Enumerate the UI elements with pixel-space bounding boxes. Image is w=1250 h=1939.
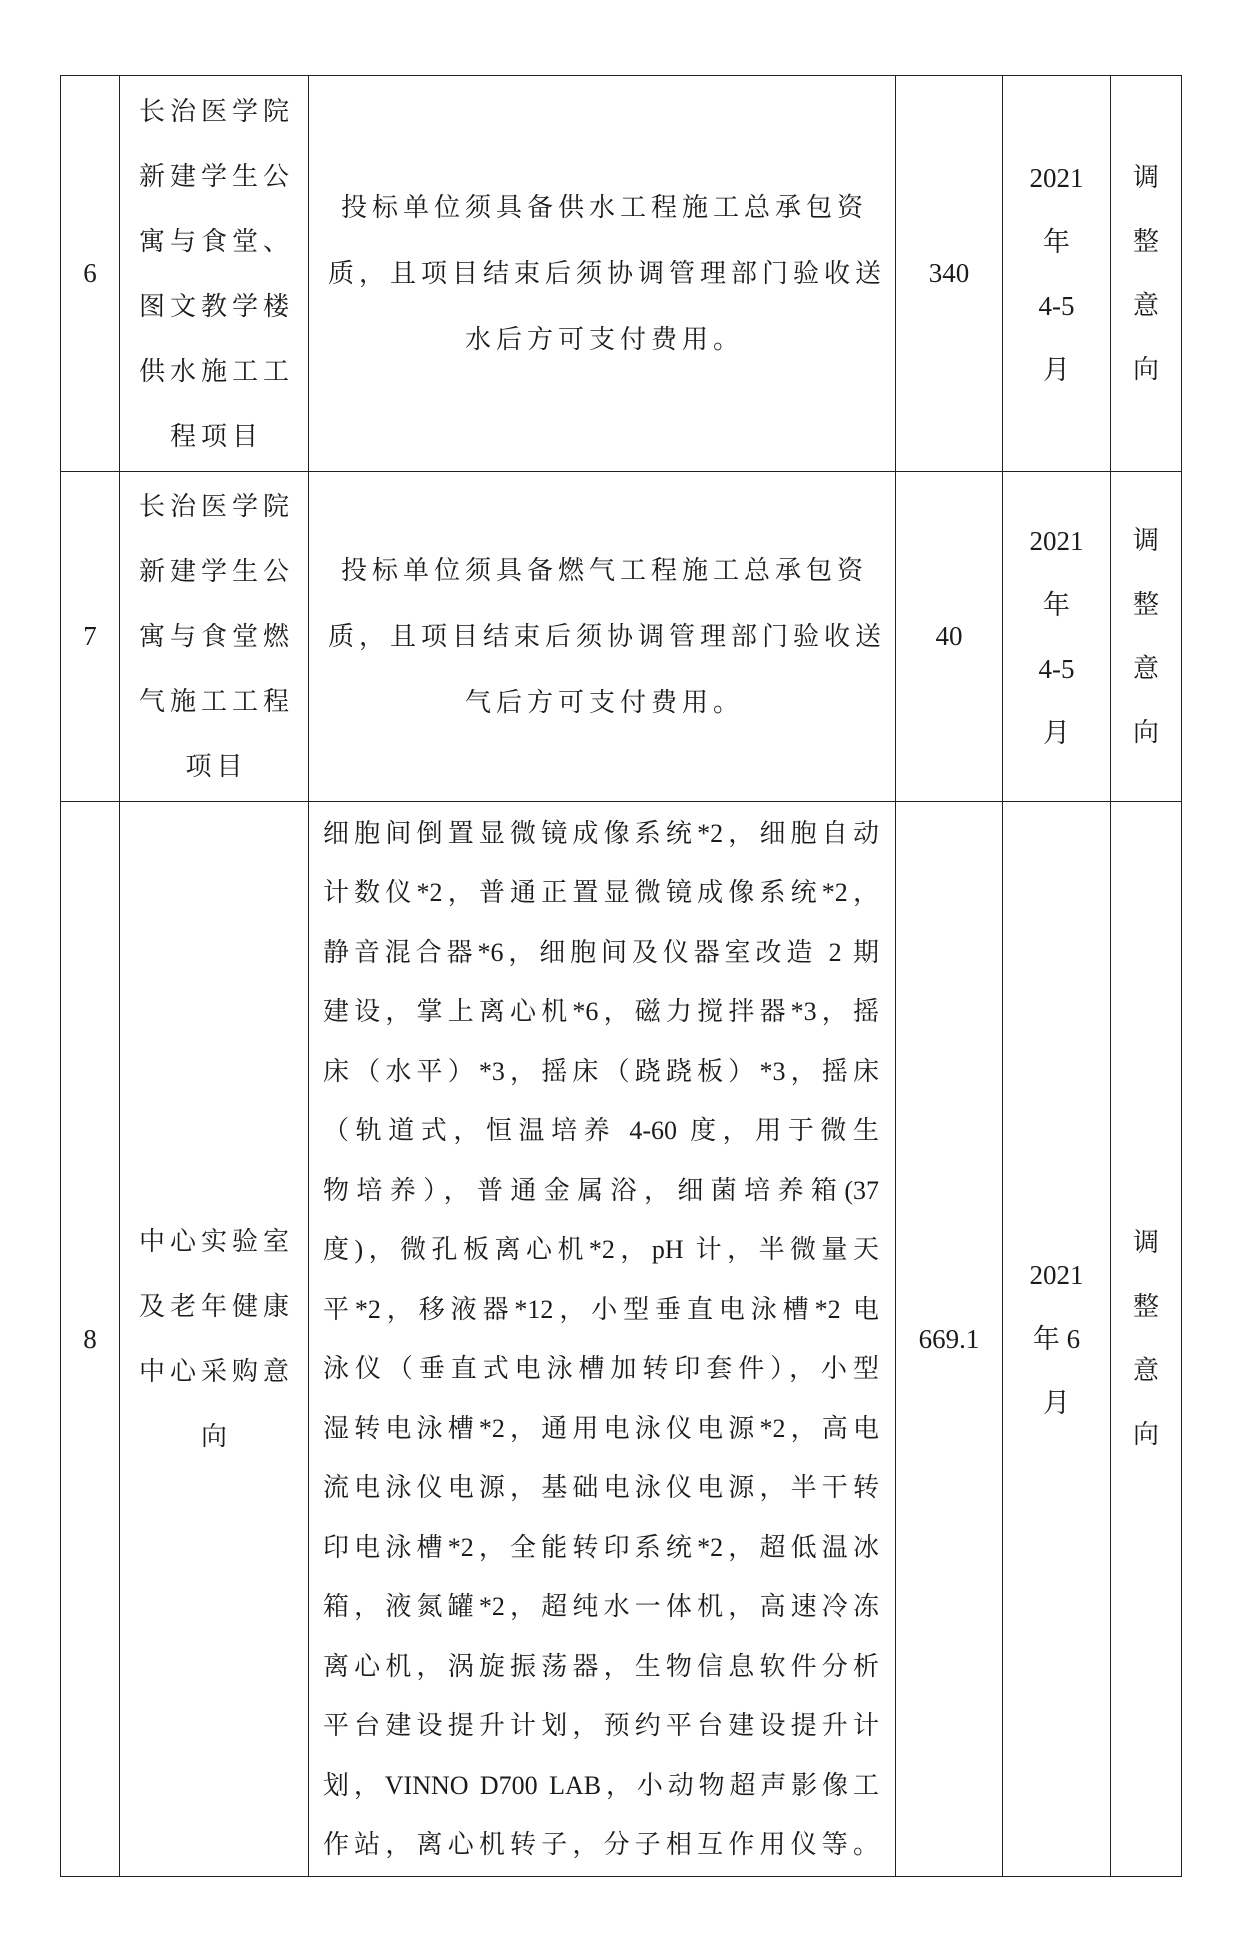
text-line: 2021 bbox=[1029, 162, 1084, 193]
text-line: 划，VINNO D700 LAB，小动物超声影像工 bbox=[323, 1770, 879, 1800]
text-line: （轨道式，恒温培养 4-60 度，用于微生 bbox=[323, 1116, 879, 1145]
text-line: 年 bbox=[1043, 226, 1070, 257]
text-line: 意 bbox=[1132, 1356, 1159, 1385]
text-line: 气施工工程 bbox=[138, 687, 294, 716]
text-line: 平*2，移液器*12，小型垂直电泳槽*2 电 bbox=[323, 1294, 879, 1324]
text-line: 寓与食堂、 bbox=[138, 226, 294, 256]
text-line: 整 bbox=[1132, 1292, 1159, 1321]
text-line: 床（水平）*3，摇床（跷跷板）*3，摇床 bbox=[323, 1056, 879, 1086]
text-line: 质，且项目结束后须协调管理部门验收送 bbox=[328, 258, 887, 288]
text-line: 流电泳仪电源，基础电泳仪电源，半干转 bbox=[323, 1473, 879, 1502]
text-line: 供水施工工 bbox=[138, 356, 294, 386]
text-line: 意 bbox=[1132, 290, 1159, 320]
row-number: 7 bbox=[83, 621, 97, 651]
row-8-budget-cell bbox=[896, 802, 1003, 1877]
row-8-requirements-cell bbox=[309, 802, 896, 1877]
text-line: 向 bbox=[1132, 1420, 1159, 1449]
text-line: 2021 bbox=[1029, 525, 1084, 556]
row-number: 8 bbox=[83, 1323, 97, 1354]
text-line: 建设，掌上离心机*6，磁力搅拌器*3，摇 bbox=[323, 997, 879, 1026]
row-7-remarks-cell bbox=[1111, 472, 1182, 802]
text-line: 整 bbox=[1132, 226, 1159, 256]
row-number: 6 bbox=[83, 258, 97, 288]
text-line: 月 bbox=[1043, 354, 1070, 385]
budget-value: 40 bbox=[935, 621, 963, 651]
text-line: 投标单位须具备供水工程施工总承包资 bbox=[340, 192, 868, 222]
budget-value: 340 bbox=[928, 258, 970, 288]
text-line: 项目 bbox=[185, 752, 248, 781]
row-8-purchase-time-cell bbox=[1003, 802, 1111, 1877]
row-8-number-cell bbox=[61, 802, 120, 1877]
text-line: 整 bbox=[1132, 589, 1159, 619]
text-line: 度)，微孔板离心机*2，pH 计，半微量天 bbox=[323, 1235, 879, 1264]
text-line: 新建学生公 bbox=[138, 557, 294, 586]
text-line: 4-5 bbox=[1038, 290, 1075, 321]
text-line: 长治医学院 bbox=[138, 96, 294, 126]
text-line: 水后方可支付费用。 bbox=[464, 324, 744, 354]
text-line: 4-5 bbox=[1038, 653, 1075, 684]
text-line: 意 bbox=[1132, 653, 1159, 683]
text-line: 及老年健康 bbox=[138, 1292, 294, 1321]
text-line: 泳仪（垂直式电泳槽加转印套件），小型 bbox=[323, 1354, 879, 1383]
text-line: 新建学生公 bbox=[138, 161, 294, 191]
row-7-purchase-time-cell bbox=[1003, 472, 1111, 802]
text-line: 长治医学院 bbox=[138, 492, 294, 521]
text-line: 调 bbox=[1132, 1228, 1159, 1257]
row-6-budget-cell bbox=[896, 76, 1003, 472]
text-line: 投标单位须具备燃气工程施工总承包资 bbox=[340, 555, 868, 585]
text-line: 印电泳槽*2，全能转印系统*2，超低温冰 bbox=[323, 1532, 879, 1562]
row-6-project-name-cell bbox=[120, 76, 309, 472]
row-6-remarks-cell bbox=[1111, 76, 1182, 472]
text-line: 年 6 bbox=[1032, 1324, 1081, 1354]
text-line: 向 bbox=[200, 1422, 232, 1451]
text-line: 箱，液氮罐*2，超纯水一体机，高速冷冻 bbox=[323, 1592, 879, 1621]
text-line: 向 bbox=[1132, 354, 1159, 384]
text-line: 寓与食堂燃 bbox=[138, 622, 294, 651]
text-line: 气后方可支付费用。 bbox=[464, 687, 744, 717]
text-line: 静音混合器*6，细胞间及仪器室改造 2 期 bbox=[323, 937, 879, 967]
row-8-remarks-cell bbox=[1111, 802, 1182, 1877]
text-line: 质，且项目结束后须协调管理部门验收送 bbox=[328, 621, 887, 651]
text-line: 图文教学楼 bbox=[138, 291, 294, 321]
text-line: 月 bbox=[1043, 717, 1070, 748]
text-line: 计数仪*2，普通正置显微镜成像系统*2， bbox=[323, 878, 879, 907]
text-line: 离心机，涡旋振荡器，生物信息软件分析 bbox=[323, 1651, 879, 1681]
row-7-number-cell bbox=[61, 472, 120, 802]
row-6-requirements-cell bbox=[309, 76, 896, 472]
procurement-intention-table bbox=[60, 75, 1182, 1877]
text-line: 作站，离心机转子，分子相互作用仪等。 bbox=[323, 1830, 879, 1859]
text-line: 细胞间倒置显微镜成像系统*2，细胞自动 bbox=[323, 818, 879, 848]
text-line: 中心采购意 bbox=[138, 1357, 294, 1386]
row-7-project-name-cell bbox=[120, 472, 309, 802]
row-6-number-cell bbox=[61, 76, 120, 472]
row-7-requirements-cell bbox=[309, 472, 896, 802]
text-line: 程项目 bbox=[169, 421, 263, 451]
text-line: 物培养），普通金属浴，细菌培养箱(37 bbox=[323, 1175, 879, 1205]
text-line: 平台建设提升计划，预约平台建设提升计 bbox=[323, 1711, 879, 1740]
text-line: 调 bbox=[1132, 162, 1159, 192]
text-line: 年 bbox=[1043, 589, 1070, 620]
row-8-project-name-cell bbox=[120, 802, 309, 1877]
budget-value: 669.1 bbox=[918, 1323, 980, 1354]
text-line: 向 bbox=[1132, 717, 1159, 747]
row-7-budget-cell bbox=[896, 472, 1003, 802]
text-line: 湿转电泳槽*2，通用电泳仪电源*2，高电 bbox=[323, 1413, 879, 1443]
text-line: 月 bbox=[1043, 1388, 1070, 1418]
text-line: 调 bbox=[1132, 525, 1159, 555]
text-line: 2021 bbox=[1029, 1260, 1084, 1290]
row-6-purchase-time-cell bbox=[1003, 76, 1111, 472]
text-line: 中心实验室 bbox=[138, 1227, 294, 1256]
